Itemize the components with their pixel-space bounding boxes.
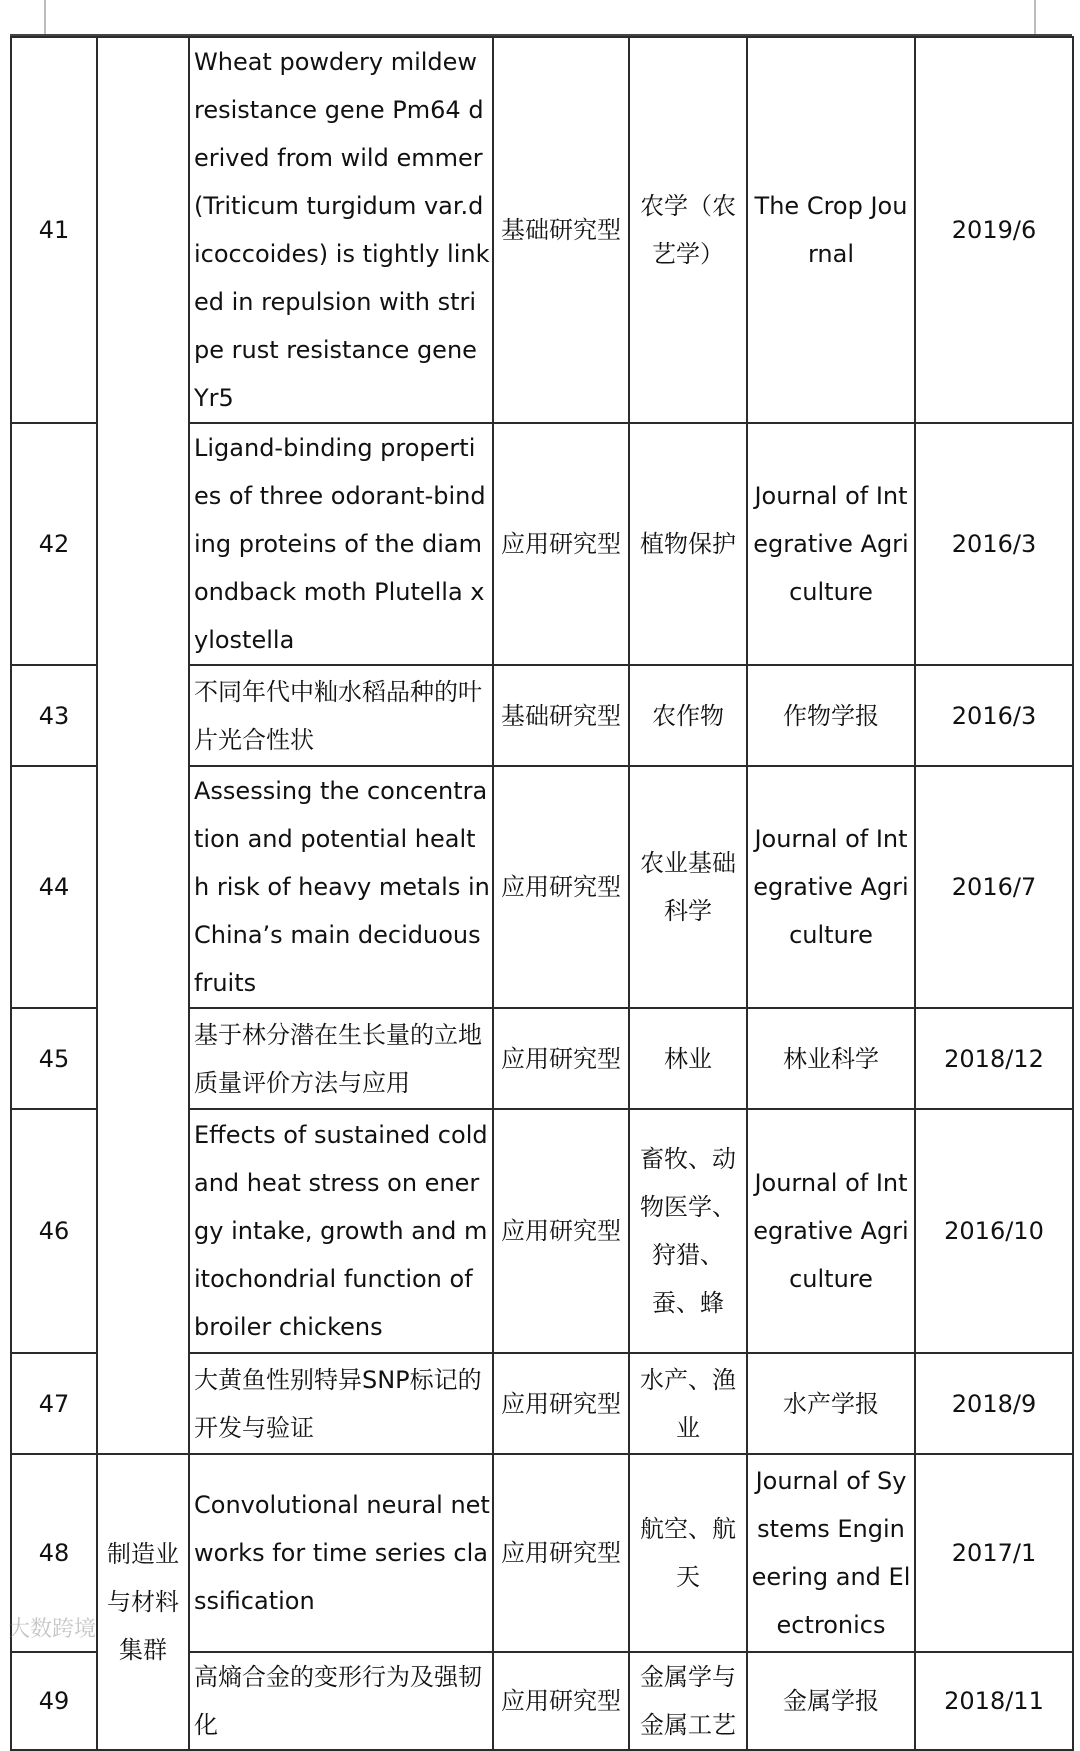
paper-title: 基于林分潜在生长量的立地质量评价方法与应用	[189, 1008, 493, 1109]
watermark: 大数跨境	[8, 1617, 97, 1642]
research-type: 基础研究型	[493, 665, 629, 766]
paper-title: Effects of sustained cold and heat stress on energy intake, growth and mitochondrial function of broiler chickens	[189, 1109, 493, 1353]
subject: 农作物	[629, 665, 747, 766]
journal: Journal of Systems Engineering and Electronics	[747, 1454, 915, 1652]
publish-date: 2016/7	[915, 766, 1073, 1008]
journal-paper-table	[10, 36, 1074, 1751]
paper-title: 高熵合金的变形行为及强韧化	[189, 1652, 493, 1750]
journal: Journal of Integrative Agriculture	[747, 766, 915, 1008]
research-type: 应用研究型	[493, 1652, 629, 1750]
row-number: 47	[11, 1353, 97, 1454]
journal: The Crop Journal	[747, 37, 915, 423]
research-type: 应用研究型	[493, 1109, 629, 1353]
journal: Journal of Integrative Agriculture	[747, 423, 915, 665]
publish-date: 2018/9	[915, 1353, 1073, 1454]
row-number: 49	[11, 1652, 97, 1750]
row-number: 45	[11, 1008, 97, 1109]
paper-title: Wheat powdery mildew resistance gene Pm64 derived from wild emmer (Triticum turgidum var.dicoccoides) is tightly linked in repulsion with stripe rust resistance gene Yr5	[189, 37, 493, 423]
research-type: 应用研究型	[493, 1454, 629, 1652]
row-number: 43	[11, 665, 97, 766]
journal: 林业科学	[747, 1008, 915, 1109]
paper-title: Ligand-binding properties of three odorant-binding proteins of the diamondback moth Plutella xylostella	[189, 423, 493, 665]
publish-date: 2016/3	[915, 665, 1073, 766]
table-row	[11, 1454, 1073, 1652]
subject: 畜牧、动物医学、狩猎、蚕、蜂	[629, 1109, 747, 1353]
paper-title: 不同年代中籼水稻品种的叶片光合性状	[189, 665, 493, 766]
journal: 水产学报	[747, 1353, 915, 1454]
column-divider	[1034, 0, 1036, 36]
publish-date: 2018/12	[915, 1008, 1073, 1109]
research-type: 应用研究型	[493, 1008, 629, 1109]
group-label: 制造业与材料集群	[97, 1454, 189, 1750]
journal: Journal of Integrative Agriculture	[747, 1109, 915, 1353]
row-number: 42	[11, 423, 97, 665]
row-number: 44	[11, 766, 97, 1008]
subject: 农业基础科学	[629, 766, 747, 1008]
publish-date: 2016/10	[915, 1109, 1073, 1353]
subject: 航空、航天	[629, 1454, 747, 1652]
research-type: 应用研究型	[493, 766, 629, 1008]
subject: 植物保护	[629, 423, 747, 665]
subject: 水产、渔业	[629, 1353, 747, 1454]
column-divider	[44, 0, 46, 36]
paper-title: Assessing the concentration and potential health risk of heavy metals in China’s main deciduous fruits	[189, 766, 493, 1008]
subject: 金属学与金属工艺	[629, 1652, 747, 1750]
research-type: 基础研究型	[493, 37, 629, 423]
page-top-edge	[0, 0, 1080, 36]
publish-date: 2019/6	[915, 37, 1073, 423]
publish-date: 2018/11	[915, 1652, 1073, 1750]
paper-title: Convolutional neural networks for time series classification	[189, 1454, 493, 1652]
journal: 作物学报	[747, 665, 915, 766]
table-row	[11, 37, 1073, 423]
research-type: 应用研究型	[493, 423, 629, 665]
paper-title: 大黄鱼性别特异SNP标记的开发与验证	[189, 1353, 493, 1454]
research-type: 应用研究型	[493, 1353, 629, 1454]
group-cell	[97, 37, 189, 1454]
journal: 金属学报	[747, 1652, 915, 1750]
publish-date: 2017/1	[915, 1454, 1073, 1652]
row-number: 48	[11, 1454, 97, 1652]
publish-date: 2016/3	[915, 423, 1073, 665]
row-number: 41	[11, 37, 97, 423]
row-number: 46	[11, 1109, 97, 1353]
subject: 农学（农艺学）	[629, 37, 747, 423]
subject: 林业	[629, 1008, 747, 1109]
